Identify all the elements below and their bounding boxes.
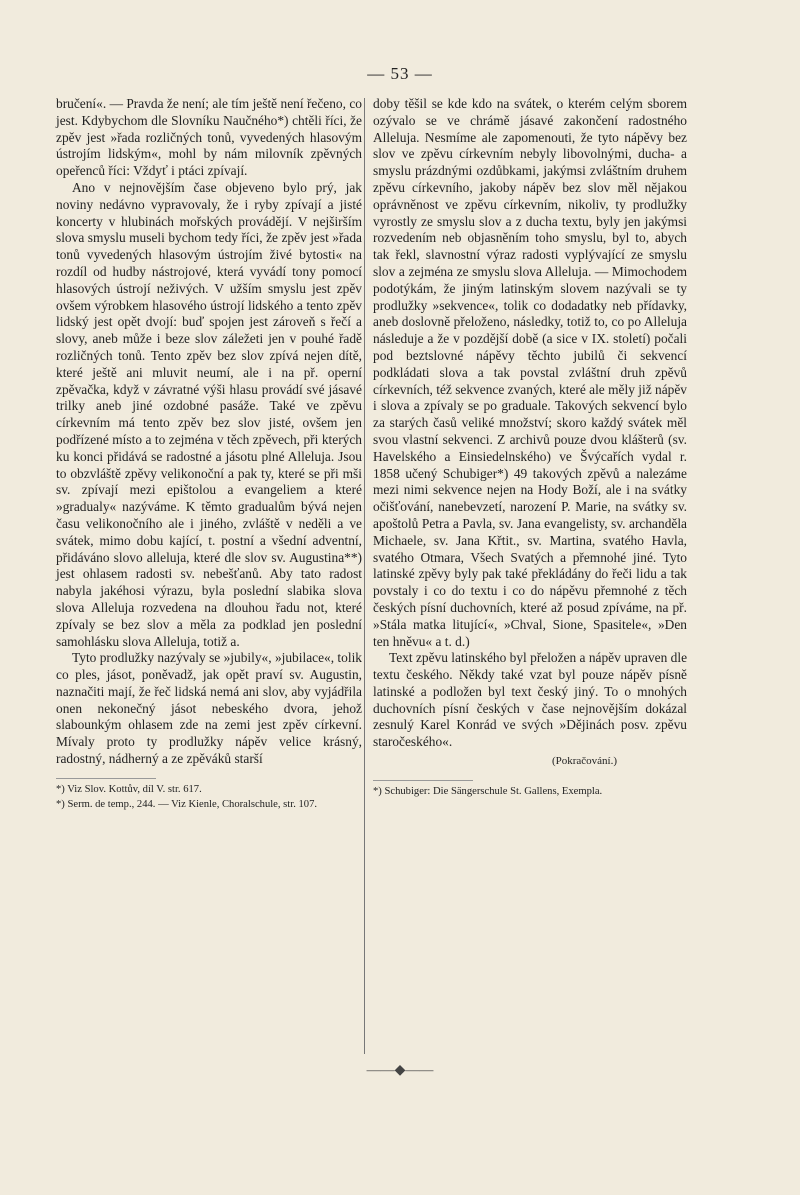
left-paragraph-1: bručení«. — Pravda že není; ale tím ještě není řečeno, co jest. Kdybychom dle Slovníku Naučného*) chtěli říci, že zpěv jest »řada rozličných tonů, vyvedených hlasovým ústrojím lidským«, mohl by nám milovník zpěvných opeřenců říci: Vždyť i ptáci zpívají. <box>56 96 362 179</box>
ornament-glyph: ——◆—— <box>366 1063 434 1078</box>
left-paragraph-3: Tyto prodlužky nazývaly se »jubily«, »jubilace«, tolik co ples, jásot, poněvadž, jak opět praví sv. Augustin, naznačiti mají, že řeč lidská nemá ani slov, aby vyjádřila onen nekonečný jásot nebeského dvora, jehož slabounkým ohlasem zde na zemi jest zpěv církevní. Mívaly proto ty prodlužky nápěv velice krásný, radostný, nádherný a ze zpěváků starší <box>56 650 362 767</box>
footnote-3: *) Schubiger: Die Sängerschule St. Gallens, Exempla. <box>373 785 603 797</box>
page-number: — 53 — <box>367 64 433 83</box>
footnote-2: *) Serm. de temp., 244. — Viz Kienle, Choralschule, str. 107. <box>56 798 318 810</box>
left-footnotes <box>56 783 362 812</box>
left-column <box>56 96 362 813</box>
footnote-1: *) Viz Slov. Kottův, díl V. str. 617. <box>56 783 202 795</box>
end-ornament <box>0 1062 800 1079</box>
column-divider <box>364 98 365 1054</box>
footnote-divider-right <box>373 780 473 781</box>
right-paragraph-1: doby těšil se kde kdo na svátek, o kterém celým sborem ozývalo se ve chrámě jásavé zakončení radostného Alleluja. Nesmíme ale zapomenouti, že tyto nápěvy bez slov ve zpěvu církevním nebyly libovolnými, ducha- a smyslu prázdnými ozdůbkami, jakýmsi zvláštním druhem zpěvu církevního, jakoby nápěv bez slov měl nějakou oprávněnost ve zpěvu církevním, nikoliv, ty prodlužky vyrostly ze smyslu slov a z ducha textu, byly jen jakýmsi rozvedením neb objasněním toho smyslu, byl to, abych tak řekl, slavnostní výraz radosti vyplývající ze smyslu slov a zejména ze smyslu slova Alleluja. — Mimochodem podotýkám, že jiným latinským slovem nazývali se ty prodlužky »sekvence«, tolik co dodadatky neb přídavky, aneb doslovně přeloženo, následky, totiž to, co po Alleluja následuje a že v pozdější době (a sice v IX. století) počali pod beztslovné nápěvy těchto jubilů či sekvencí podkládati slova a tak povstal zvláštní druh zpěvů církevních, též sekvence zvaných, které ale měly již nápěv i slova a zpívaly se po graduale. Takových sekvencí bylo za starých časů veliké množství; skoro každý svátek měl svou vlastní sekvenci. Z archivů pouze dvou klášterů (sv. Havelského a Einsiedelnského) ve Švýcařích vydal r. 1858 učený Schubiger*) 49 takových zpěvů a nalezáme mezi nimi sekvence nejen na Hody Boží, ale i na svátky očišťování, nanebevzetí, narození P. Marie, na svátky sv. apoštolů Petra a Pavla, sv. Jana evangelisty, sv. archanděla Michaele, sv. Jana Křtit., sv. Martina, svatého Havla, svatého Otmara, Všech Svatých a přemnohé jiné. Tyto latinské zpěvy byly pak také překládány do řeči lidu a tak povstaly i co do textu i co do nápěvu přemnohé z těch českých písní duchovních, které až posud zpíváme, na př. »Stála matka litující«, »Chval, Sione, Spasitele«, »Den ten hněvu« a t. d.) <box>373 96 687 649</box>
right-paragraph-2: Text zpěvu latinského byl přeložen a nápěv upraven dle textu českého. Někdy také vzat byl pouze nápěv písně latinské a podložen byl text český jiný. To o mnohých duchovních písní českých v čase nejnovějším dokázal zesnulý Karel Konrád ve svých »Dějinách posv. zpěvu staročeského«. <box>373 650 688 750</box>
footnote-divider <box>56 778 156 779</box>
right-footnotes <box>373 785 687 799</box>
continuation-note: (Pokračování.) <box>551 755 617 768</box>
right-column <box>373 96 687 800</box>
left-paragraph-2: Ano v nejnovějším čase objeveno bylo prý, jak noviny nedávno vypravovaly, že i ryby zpívají a jisté koncerty v hlubinách mořských provádějí. V nejširším slova smyslu museli bychom tedy říci, že zpěv jest »řada tonů vyvedených hlasovým ústrojím živé bytosti« na rozdíl od hudby nástrojové, která vyvádí tony pomocí hlasových ústrojí neživých. V užším smyslu jest zpěv ovšem výrobkem hlasového ústrojí lidského a tento zpěv lidský jest opět dvojí: buď spojen jest zároveň s řečí a slovy, aneb může i beze slov záležeti jen v pouhé řadě rozličných tonů. Tento zpěv bez slov zpívá nejen dítě, které ještě ani mluvit neumí, ale i na př. operní zpěvačka, když v závratné výši hlasu provádí své jásavé trilky aneb jiné ozdobné pasáže. Také ve zpěvu církevním má tento zpěv bez slov jisté, ovšem jen podřízené místo a to zejména v těch zpěvech, při kterých ku konci přidává se radostné a jásotu plné Alleluja. Jsou to obzvláště zpěvy velikonoční a pak ty, které se při mši sv. zpívají mezi epištolou a evangeliem a které »gradualy« nazýváme. K těmto gradualům bývá nejen času velikonočního ale i jiného, zvláště v neděli a ve svátek, mimo dobu kající, t. postní a všední adventní, přidáváno slovo alleluja, které dle slov sv. Augustina**) jest ohlasem radosti sv. nebešťanů. Aby tato radost nabyla jakéhosi výrazu, byla poslední slabika slova slova Alleluja rozvedena na dlouhou řadu not, které zpívaly se bez slov a měla za podklad jen poslední samohlásku slova Alleluja, totiž a. <box>56 179 362 649</box>
